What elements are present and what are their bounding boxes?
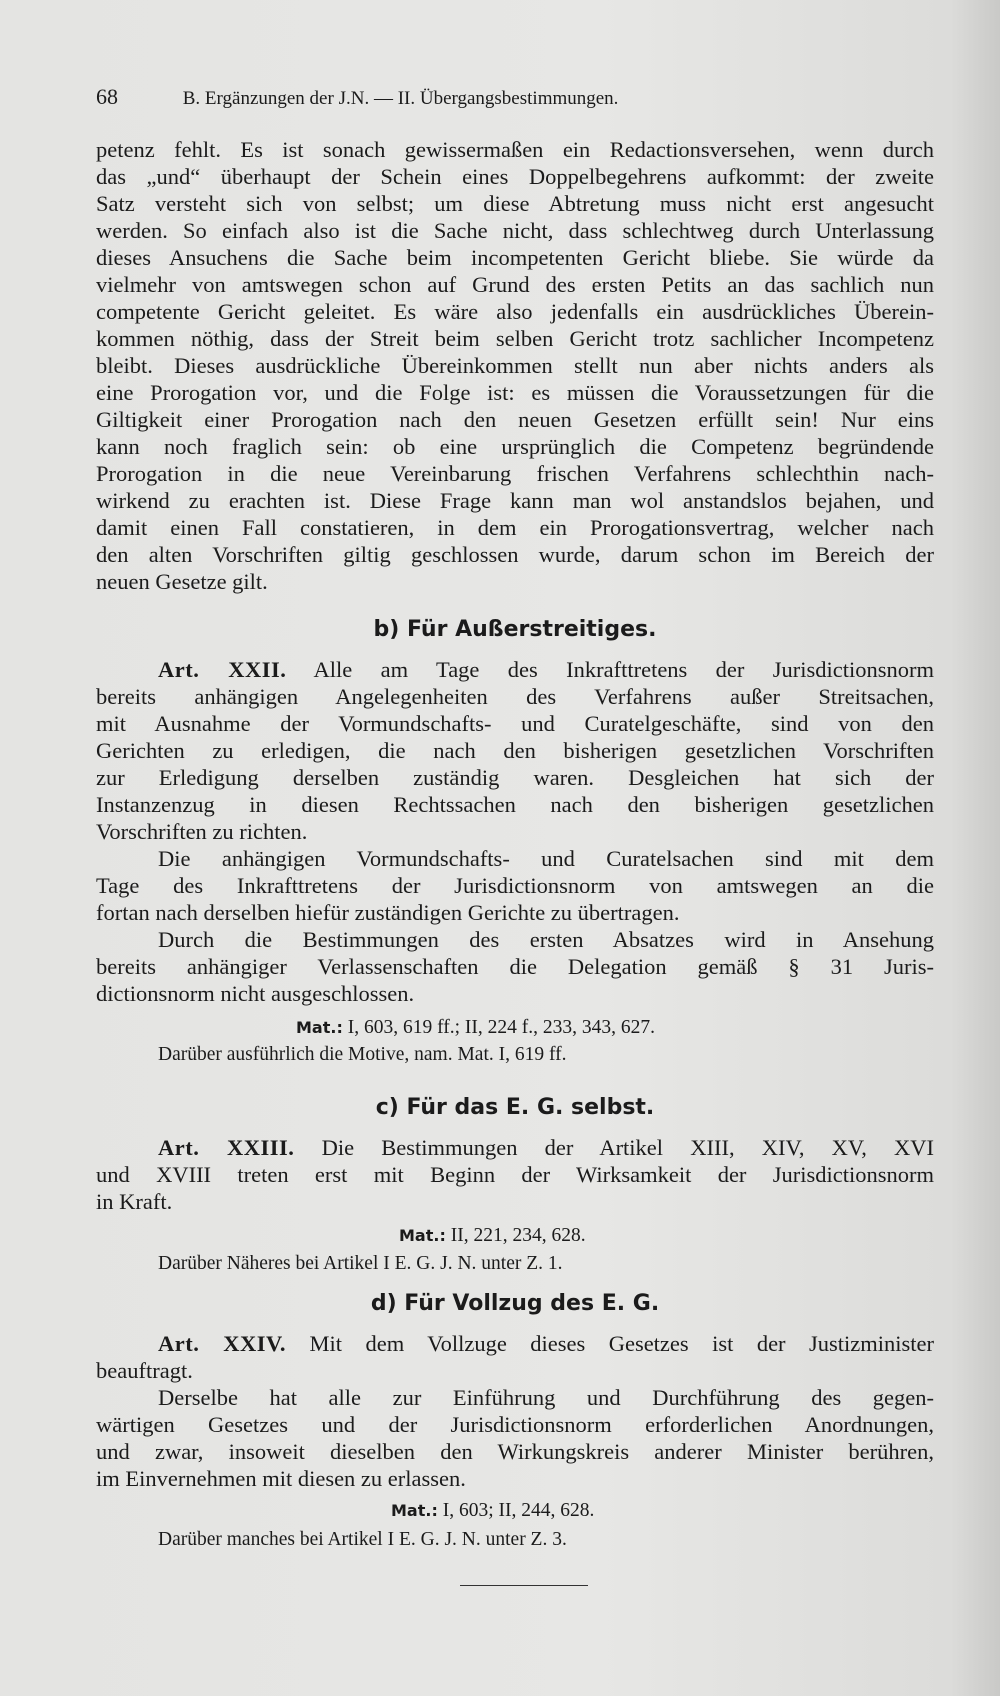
note-line: Darüber manches bei Artikel I E. G. J. N. unter Z. 3. xyxy=(158,1529,567,1550)
text-line: bereits anhängiger Verlassenschaften die Delegation gemäß § 31 Juris- xyxy=(96,954,934,979)
text-span: Die Bestimmungen der Artikel XIII, XIV, XV, XVI xyxy=(321,1135,934,1160)
text-line: und XVIII treten erst mit Beginn der Wirksamkeit der Jurisdictionsnorm xyxy=(96,1162,934,1187)
text-line: petenz fehlt. Es ist sonach gewissermaßen ein Redactionsversehen, wenn durch xyxy=(96,137,934,162)
text-line: Gerichten zu erledigen, die nach den bisherigen gesetzlichen Vorschriften xyxy=(96,738,934,763)
text-line: wärtigen Gesetzes und der Jurisdictionsnorm erforderlichen Anordnungen, xyxy=(96,1412,934,1437)
text-line: Die anhängigen Vormundschafts- und Curatelsachen sind mit dem xyxy=(158,846,934,871)
section-heading: b) Für Außerstreitiges. xyxy=(373,617,657,642)
text-line: dieses Ansuchens die Sache beim incompetenten Gericht bliebe. Sie würde da xyxy=(96,245,934,270)
article-label: Art. XXIV. xyxy=(158,1331,287,1356)
article-label: Art. XXII. xyxy=(158,657,287,682)
text-line: neuen Gesetze gilt. xyxy=(96,569,268,594)
text-line: im Einvernehmen mit diesen zu erlassen. xyxy=(96,1466,466,1491)
text-line: den alten Vorschriften giltig geschlossen wurde, darum schon im Bereich der xyxy=(96,542,934,567)
text-line: werden. So einfach also ist die Sache nicht, dass schlechtweg durch Unterlassung xyxy=(96,218,934,243)
article-line xyxy=(96,1134,934,1162)
article-line xyxy=(96,1330,934,1358)
text-line: beauftragt. xyxy=(96,1358,193,1383)
page-number: 68 xyxy=(96,84,118,109)
mat-refs: I, 603, 619 ff.; II, 224 f., 233, 343, 627. xyxy=(347,1017,655,1038)
text-line: Derselbe hat alle zur Einführung und Durchführung des gegen- xyxy=(158,1385,934,1410)
running-header xyxy=(96,84,796,112)
text-line: Instanzenzug in diesen Rechtssachen nach den bisherigen gesetzlichen xyxy=(96,792,934,817)
mat-refs: I, 603; II, 244, 628. xyxy=(442,1500,595,1521)
section-heading: c) Für das E. G. selbst. xyxy=(375,1095,655,1120)
text-line: damit einen Fall constatieren, in dem ein Prorogationsvertrag, welcher nach xyxy=(96,515,934,540)
text-span: Alle am Tage des Inkrafttretens der Jurisdictionsnorm xyxy=(313,657,935,682)
mat-label: Mat.: xyxy=(399,1226,446,1245)
text-line: mit Ausnahme der Vormundschafts- und Curatelgeschäfte, sind von den xyxy=(96,711,934,736)
note-line: Darüber Näheres bei Artikel I E. G. J. N. unter Z. 1. xyxy=(158,1253,563,1274)
materials-reference xyxy=(391,1497,791,1525)
mat-label: Mat.: xyxy=(296,1018,343,1037)
text-line: Prorogation in die neue Vereinbarung frischen Verfahrens schlechthin nach- xyxy=(96,461,934,486)
text-line: eine Prorogation vor, und die Folge ist: es müssen die Voraussetzungen für die xyxy=(96,380,934,405)
text-line: dictionsnorm nicht ausgeschlossen. xyxy=(96,981,415,1006)
text-line: das „und“ überhaupt der Schein eines Doppelbegehrens aufkommt: der zweite xyxy=(96,164,934,189)
text-line: Tage des Inkrafttretens der Jurisdictionsnorm von amtswegen an die xyxy=(96,873,934,898)
text-line: vielmehr von amtswegen schon auf Grund des ersten Petits an das sachlich nun xyxy=(96,272,934,297)
article-line xyxy=(96,656,934,684)
text-line: kommen nöthig, dass der Streit beim selben Gericht trotz sachlicher Incompetenz xyxy=(96,326,934,351)
text-line: kann noch fraglich sein: ob eine ursprünglich die Competenz begründende xyxy=(96,434,934,459)
article-label: Art. XXIII. xyxy=(158,1135,295,1160)
text-line: Giltigkeit einer Prorogation nach den neuen Gesetzen erfüllt sein! Nur eins xyxy=(96,407,934,432)
materials-reference xyxy=(296,1014,856,1042)
text-line: fortan nach derselben hiefür zuständigen Gerichte zu übertragen. xyxy=(96,900,680,925)
text-line: competente Gericht geleitet. Es wäre also jedenfalls ein ausdrückliches Überein- xyxy=(96,299,934,324)
text-line: Vorschriften zu richten. xyxy=(96,819,308,844)
mat-label: Mat.: xyxy=(391,1501,438,1520)
text-line: bereits anhängigen Angelegenheiten des Verfahrens außer Streitsachen, xyxy=(96,684,934,709)
running-title: B. Ergänzungen der J.N. — II. Übergangsbestimmungen. xyxy=(182,88,619,109)
text-line: bleibt. Dieses ausdrückliche Übereinkommen stellt nun aber nichts anders als xyxy=(96,353,934,378)
section-heading: d) Für Vollzug des E. G. xyxy=(370,1291,660,1316)
text-line: Satz versteht sich von selbst; um diese Abtretung muss nicht erst angesucht xyxy=(96,191,934,216)
text-line: wirkend zu erachten ist. Diese Frage kann man wol anstandslos bejahen, und xyxy=(96,488,934,513)
mat-refs: II, 221, 234, 628. xyxy=(450,1225,586,1246)
text-line: in Kraft. xyxy=(96,1189,173,1214)
materials-reference xyxy=(399,1222,799,1250)
note-line: Darüber ausführlich die Motive, nam. Mat. I, 619 ff. xyxy=(158,1044,567,1065)
text-line: und zwar, insoweit dieselben den Wirkungskreis anderer Minister berühren, xyxy=(96,1439,934,1464)
closing-rule xyxy=(460,1585,588,1586)
text-line: Durch die Bestimmungen des ersten Absatzes wird in Ansehung xyxy=(158,927,934,952)
text-span: Mit dem Vollzuge dieses Gesetzes ist der Justizminister xyxy=(309,1331,934,1356)
text-line: zur Erledigung derselben zuständig waren. Desgleichen hat sich der xyxy=(96,765,934,790)
